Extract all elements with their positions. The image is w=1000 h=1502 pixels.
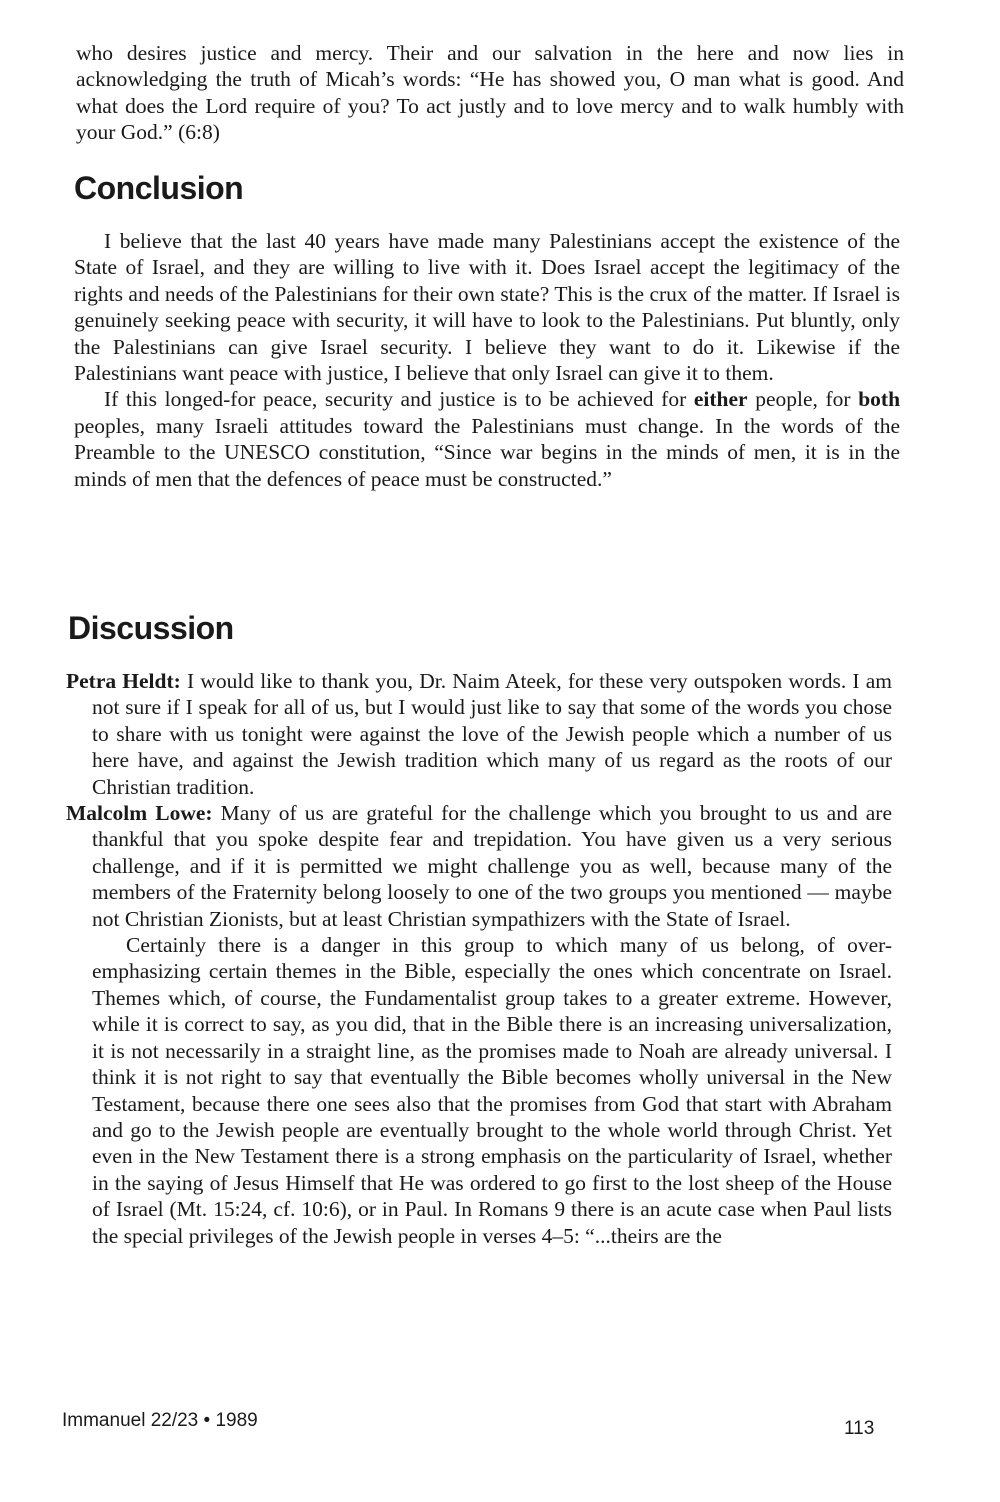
speech-malcolm-lowe-continued: Certainly there is a danger in this group to which many of us belong, of over-emphasizing certain themes in the Bible, especially the ones which concentrate on Israel. Themes which, of course, the Fundamentalist group takes to a greater extreme. However, while it is correct to say, as you did, that in the Bible there is an increasing universalization, it is not necessarily in a straight line, as the promises made to Noah are already universal. I think it is not right to say that eventually the Bible becomes wholly universal in the New Testament, because there one sees also that the promises from God that start with Abraham and go to the Jewish people are eventually brought to the whole world through Christ. Yet even in the New Testament there is a strong emphasis on the particularity of Israel, whether in the saying of Jesus Himself that He was ordered to go first to the lost sheep of the House of Israel (Mt. 15:24, cf. 10:6), or in Paul. In Romans 9 there is an acute case when Paul lists the special privileges of the Jewish people in verses 4–5: “...theirs are the	[92, 933, 892, 1248]
discussion-section	[66, 668, 892, 1249]
conclusion-p2-text-a: If this longed-for peace, security and justice is to be achieved for	[104, 387, 687, 412]
discussion-heading: Discussion	[68, 610, 234, 646]
page-number: 113	[844, 1418, 875, 1439]
speech-text: Many of us are grateful for the challenge which you brought to us and are thankful that you spoke despite fear and trepidation. You have given us a very serious challenge, and if it is permitted we might challenge you as well, because many of the members of the Fraternity belong loosely to one of the two groups you mentioned — maybe not Christian Zionists, but at least Christian sympathizers with the State of Israel.	[92, 801, 893, 931]
conclusion-heading: Conclusion	[74, 170, 244, 206]
speech-petra-heldt	[66, 668, 892, 800]
conclusion-p2-text-c: peoples, many Israeli attitudes toward the Palestinians must change. In the words of the Preamble to the UNESCO constitution, “Since war begins in the minds of men, it is in the minds of men that the defences of peace must be constructed.”	[74, 413, 900, 491]
conclusion-paragraph-2	[74, 386, 900, 492]
conclusion-section	[74, 228, 900, 492]
conclusion-paragraph-1: I believe that the last 40 years have made many Palestinians accept the existence of the State of Israel, and they are willing to live with it. Does Israel accept the legitimacy of the rights and needs of the Palestinians for their own state? This is the crux of the matter. If Israel is genuinely seeking peace with security, it will have to look to the Palestinians. Put bluntly, only the Palestinians can give Israel security. I believe they want to do it. Likewise if the Palestinians want peace with justice, I believe that only Israel can give it to them.	[74, 229, 900, 386]
intro-paragraph: who desires justice and mercy. Their and our salvation in the here and now lies in acknowledging the truth of Micah’s words: “He has showed you, O man what is good. And what does the Lord require of you? To act justly and to love mercy and to walk humbly with your God.” (6:8)	[76, 41, 904, 145]
conclusion-p2-text-b: people, for	[755, 387, 851, 412]
journal-footer: Immanuel 22/23 • 1989	[62, 1410, 258, 1431]
emphasis-either: either	[693, 387, 748, 412]
speaker-name: Malcolm Lowe:	[66, 801, 213, 826]
emphasis-both: both	[858, 387, 901, 412]
speech-text: I would like to thank you, Dr. Naim Ateek, for these very outspoken words. I am not sure if I speak for all of us, but I would just like to say that some of the words you chose to share with us tonight were against the love of the Jewish people which a number of us here have, and against the Jewish tradition which many of us regard as the roots of our Christian tradition.	[92, 669, 892, 799]
speech-malcolm-lowe	[66, 800, 892, 932]
speaker-name: Petra Heldt:	[66, 669, 181, 693]
